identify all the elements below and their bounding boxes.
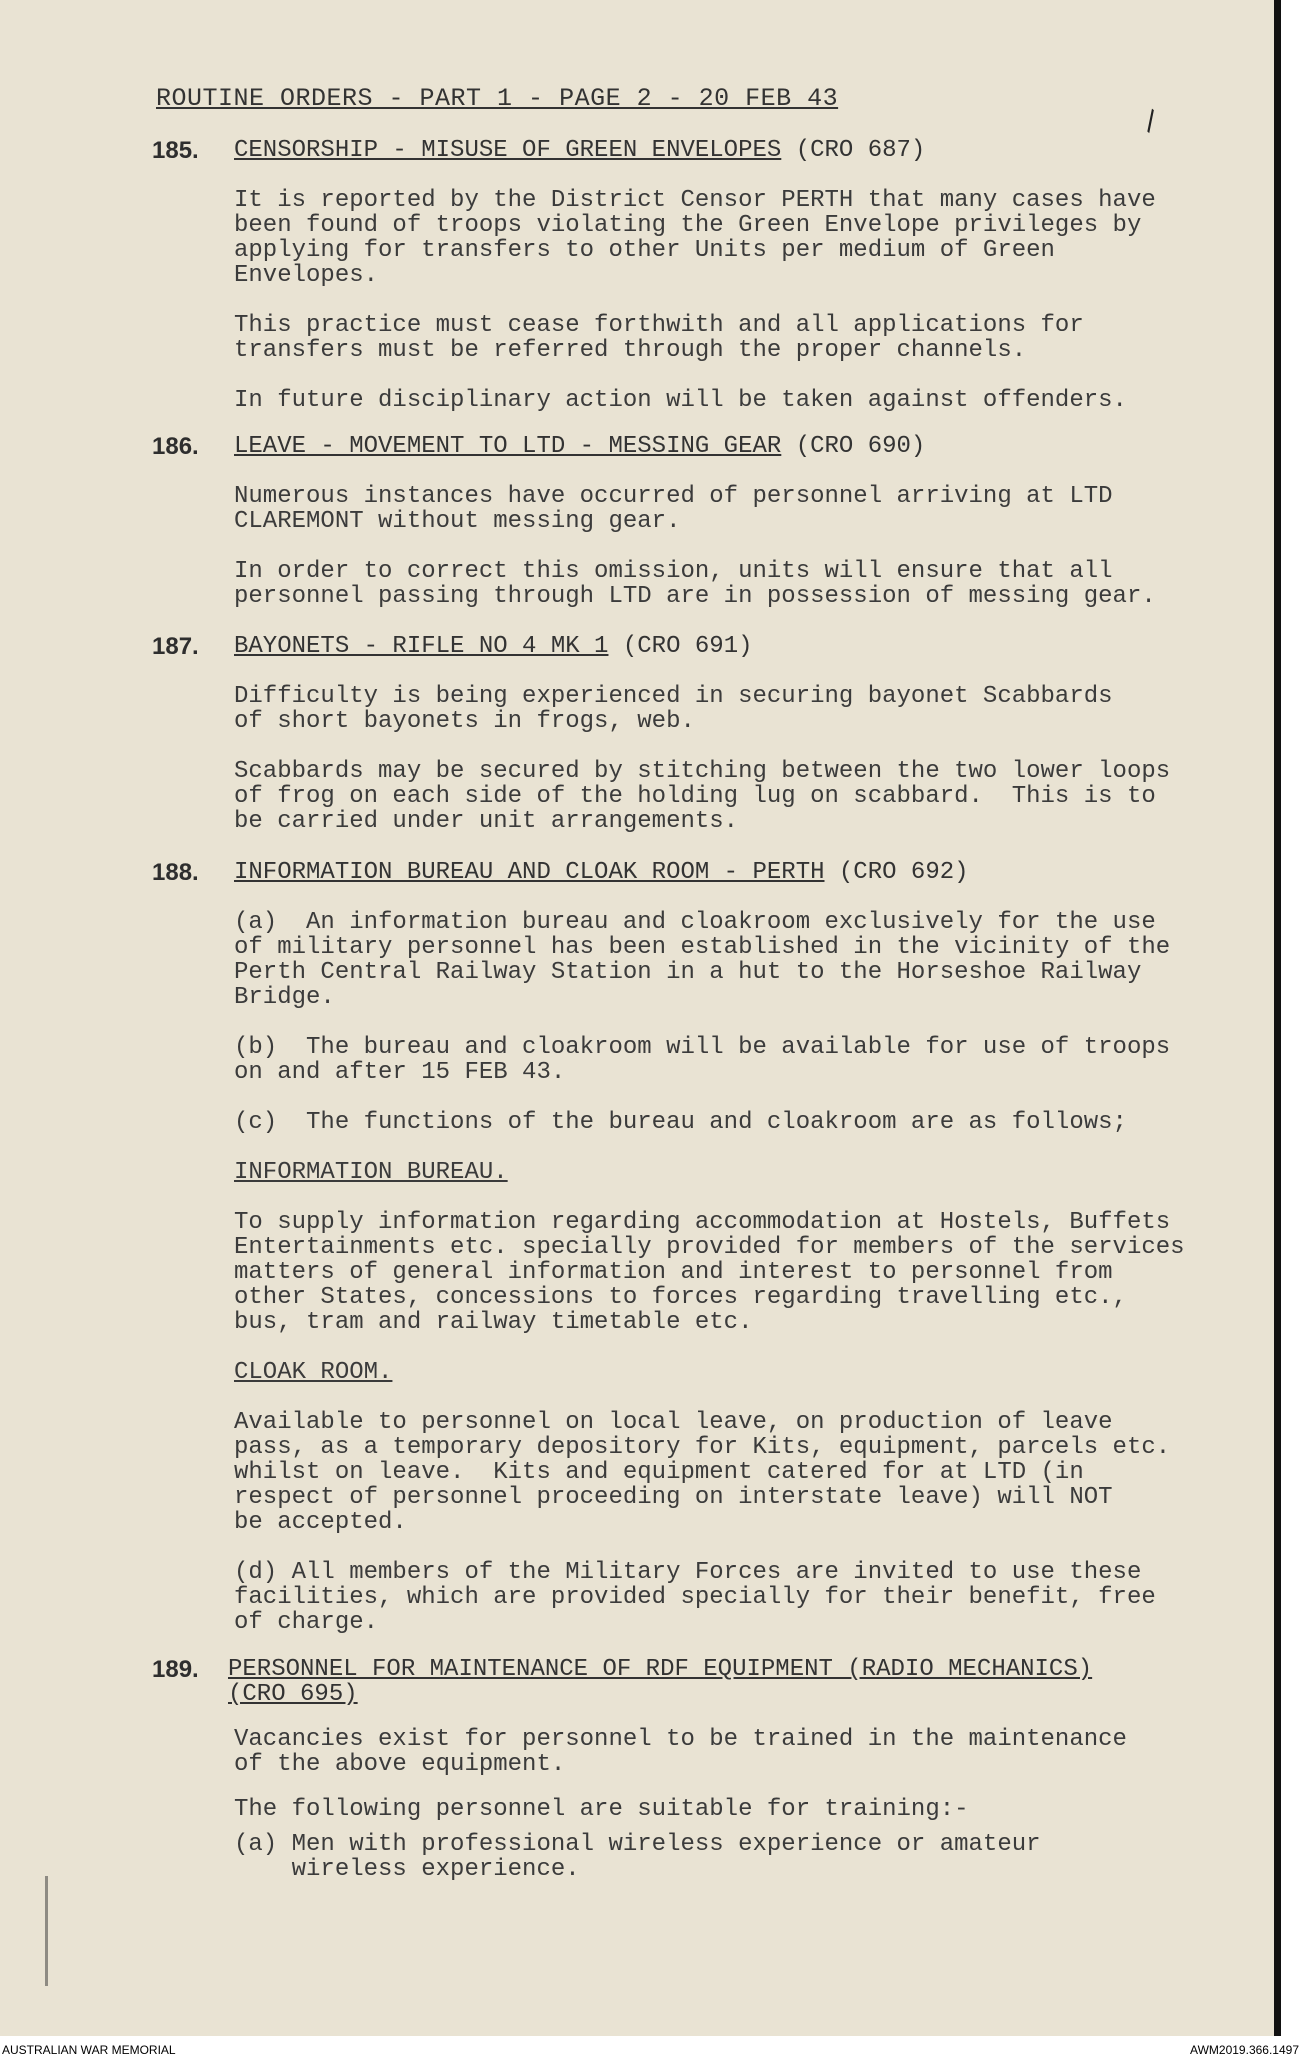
- order-heading: [234, 434, 925, 459]
- paragraph: In future disciplinary action will be taken against offenders.: [234, 387, 1127, 414]
- order-body: [234, 1727, 1234, 1882]
- order-body: [234, 188, 1234, 413]
- sub-heading-information-bureau: INFORMATION BUREAU.: [234, 1159, 508, 1186]
- order-heading: [234, 860, 969, 885]
- sub-heading-cloak-room: CLOAK ROOM.: [234, 1359, 393, 1386]
- paragraph-a: (a) An information bureau and cloakroom exclusively for the use of military personnel has been established in the vicinity of the Perth Central Railway Station in a hut to the Horseshoe Railway Bridge.: [234, 909, 1171, 1011]
- paragraph: Numerous instances have occurred of personnel arriving at LTD CLAREMONT without messing gear.: [234, 483, 1113, 535]
- paragraph: This practice must cease forthwith and all applications for transfers must be referred through the proper channels.: [234, 312, 1084, 364]
- order-title: CENSORSHIP - MISUSE OF GREEN ENVELOPES: [234, 137, 782, 164]
- order-heading: [234, 138, 925, 163]
- paragraph: Scabbards may be secured by stitching between the two lower loops of frog on each side of the holding lug on scabbard. This is to be carried under unit arrangements.: [234, 758, 1171, 835]
- paragraph-a: (a) Men with professional wireless experience or amateur wireless experience.: [234, 1831, 1041, 1883]
- order-ref: (CRO 690): [795, 433, 926, 460]
- order-title: INFORMATION BUREAU AND CLOAK ROOM - PERTH: [234, 859, 825, 886]
- order-heading: [228, 1657, 1228, 1707]
- order-body: [234, 910, 1234, 1635]
- order-ref: (CRO 692): [838, 859, 969, 886]
- footer-right-caption: AWM2019.366.1497: [1190, 2043, 1299, 2057]
- paragraph: In order to correct this omission, units will ensure that all personnel passing through LTD are in possession of messing gear.: [234, 558, 1156, 610]
- paragraph-b: (b) The bureau and cloakroom will be available for use of troops on and after 15 FEB 43.: [234, 1034, 1171, 1086]
- order-body: [234, 484, 1234, 609]
- order-ref: (CRO 687): [795, 137, 926, 164]
- information-bureau-text: To supply information regarding accommodation at Hostels, Buffets Entertainments etc. specially provided for members of the services matters of general information and interest to personnel from other States, concessions to forces regarding travelling etc., bus, tram and railway timetable etc.: [234, 1209, 1185, 1336]
- order-number: 186.: [152, 433, 199, 460]
- cloak-room-text: Available to personnel on local leave, on production of leave pass, as a temporary depository for Kits, equipment, parcels etc. whilst on leave. Kits and equipment catered for at LTD (in respect of personnel proceeding on interstate leave) will NOT be accepted.: [234, 1409, 1171, 1536]
- order-number: 187.: [152, 633, 199, 660]
- paragraph-d: (d) All members of the Military Forces are invited to use these facilities, which are provided specially for their benefit, free of charge.: [234, 1559, 1156, 1636]
- order-title: LEAVE - MOVEMENT TO LTD - MESSING GEAR: [234, 433, 782, 460]
- order-heading: [234, 634, 753, 659]
- paragraph: Vacancies exist for personnel to be trained in the maintenance of the above equipment.: [234, 1726, 1127, 1778]
- order-ref: (CRO 695): [228, 1681, 358, 1708]
- order-title: BAYONETS - RIFLE NO 4 MK 1: [234, 633, 609, 660]
- paragraph: The following personnel are suitable for training:-: [234, 1796, 969, 1823]
- paragraph: It is reported by the District Censor PERTH that many cases have been found of troops violating the Green Envelope privileges by applying for transfers to other Units per medium of Green Envelopes.: [234, 187, 1156, 289]
- order-title: PERSONNEL FOR MAINTENANCE OF RDF EQUIPMENT (RADIO MECHANICS): [228, 1656, 1093, 1683]
- order-body: [234, 684, 1234, 834]
- order-number: 188.: [152, 859, 199, 886]
- pen-mark: \: [1132, 106, 1165, 141]
- footer-left-caption: AUSTRALIAN WAR MEMORIAL: [2, 2043, 176, 2057]
- paragraph-c: (c) The functions of the bureau and cloakroom are as follows;: [234, 1109, 1127, 1136]
- order-number: 189.: [152, 1656, 199, 1683]
- margin-mark: [45, 1876, 48, 1986]
- paragraph: Difficulty is being experienced in securing bayonet Scabbards of short bayonets in frogs, web.: [234, 683, 1113, 735]
- page-header: ROUTINE ORDERS - PART 1 - PAGE 2 - 20 FEB 43: [156, 84, 839, 113]
- order-ref: (CRO 691): [622, 633, 753, 660]
- order-number: 185.: [152, 137, 199, 164]
